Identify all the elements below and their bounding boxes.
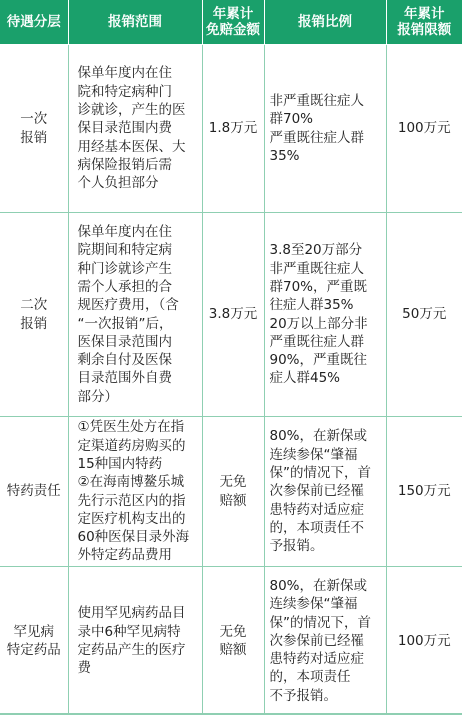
deductible-line: 无免 xyxy=(219,474,247,491)
tier-cell xyxy=(0,417,68,567)
scope-line: 需个人承担的合 xyxy=(77,278,172,295)
table-row-rare-disease-drugs xyxy=(0,567,462,716)
ratio-line: 连续参保“肇福 xyxy=(269,446,358,463)
tier-cell xyxy=(0,213,68,417)
ratio-line: 的，本项责任 xyxy=(269,669,351,686)
scope-line: 录中6种罕见病特 xyxy=(77,623,181,640)
deductible-line: 1.8万元 xyxy=(208,120,258,137)
deductible-cell xyxy=(202,567,264,716)
scope-line: 60种医保目录外海 xyxy=(77,529,190,546)
ratio-line: 连续参保“肇福 xyxy=(269,596,358,613)
limit-value: 100万元 xyxy=(397,632,451,649)
tier-line: 罕见病 xyxy=(13,623,54,640)
tier-line: 报销 xyxy=(20,129,48,146)
scope-line: 使用罕见病药品目 xyxy=(77,605,186,622)
tier-line: 一次 xyxy=(20,111,48,128)
ratio-line: 20万以上部分非 xyxy=(269,315,368,332)
ratio-line: 严重既往症人群 xyxy=(269,129,364,146)
scope-line: 院和特定病种门 xyxy=(77,83,172,100)
ratio-line: 往症人群35% xyxy=(269,297,354,314)
ratio-line: 90%，严重既往 xyxy=(269,352,368,369)
scope-cell xyxy=(68,417,202,567)
scope-line: 医保目录范围内 xyxy=(77,333,172,350)
limit-value: 100万元 xyxy=(397,120,451,137)
tier-cell xyxy=(0,567,68,716)
scope-line: 费 xyxy=(77,660,91,677)
ratio-line: 群70%，严重既 xyxy=(269,278,368,295)
ratio-line: 不予报销。 xyxy=(269,687,337,704)
table-row-second-reimbursement xyxy=(0,213,462,417)
ratio-line: 80%，在新保或 xyxy=(269,577,368,594)
limit-cell xyxy=(386,45,462,213)
ratio-line: 严重既往症人群 xyxy=(269,333,364,350)
scope-line: “一次报销”后， xyxy=(77,315,173,332)
table-row-special-drugs xyxy=(0,417,462,567)
deductible-cell xyxy=(202,417,264,567)
scope-cell xyxy=(68,213,202,417)
ratio-line: 非严重既往症人 xyxy=(269,92,364,109)
ratio-line: 保”的情况下，首 xyxy=(269,465,371,482)
scope-line: 种门诊就诊产生 xyxy=(77,260,172,277)
header-deductible: 年累计 免赔金额 xyxy=(202,0,264,45)
scope-line: 院期间和特定病 xyxy=(77,242,172,259)
header-tier: 待遇分层 xyxy=(0,0,68,45)
limit-value: 50万元 xyxy=(402,306,447,323)
header-limit: 年累计 报销限额 xyxy=(386,0,462,45)
header-ratio: 报销比例 xyxy=(264,0,386,45)
scope-line: 定渠道药房购买的 xyxy=(77,437,186,454)
ratio-line: 患特药对适应症 xyxy=(269,501,364,518)
deductible-line: 3.8万元 xyxy=(208,306,258,323)
scope-line: 定医疗机构支出的 xyxy=(77,510,186,527)
deductible-line: 赔额 xyxy=(219,642,247,658)
table-bottom-border xyxy=(0,713,462,715)
table-row-first-reimbursement xyxy=(0,45,462,213)
scope-line: 规医疗费用，（含 xyxy=(77,297,179,314)
ratio-line: 症人群45% xyxy=(269,370,341,387)
scope-line: ①凭医生处方在指 xyxy=(77,419,185,436)
ratio-line: 3.8至20万部分 xyxy=(269,242,363,259)
limit-cell xyxy=(386,213,462,417)
tier-line: 特药责任 xyxy=(6,483,61,500)
scope-line: 保目录范围内费 xyxy=(77,120,172,137)
ratio-cell xyxy=(264,417,386,567)
scope-line: 用经基本医保、大 xyxy=(77,138,186,155)
scope-line: 剩余自付及医保 xyxy=(77,352,172,369)
deductible-line: 无免 xyxy=(219,623,247,640)
scope-line: 保单年度内在住 xyxy=(77,65,172,82)
ratio-cell xyxy=(264,213,386,417)
header-scope: 报销范围 xyxy=(68,0,202,45)
ratio-line: 次参保前已经罹 xyxy=(269,483,364,500)
ratio-line: 保”的情况下，首 xyxy=(269,614,371,631)
ratio-cell xyxy=(264,567,386,716)
ratio-line: 予报销。 xyxy=(269,538,324,555)
scope-line: 15种国内特药 xyxy=(77,455,163,472)
scope-cell xyxy=(68,567,202,716)
limit-value: 150万元 xyxy=(397,483,451,500)
scope-line: 个人负担部分 xyxy=(77,175,159,192)
scope-line: 外特定药品费用 xyxy=(77,547,172,564)
ratio-line: 35% xyxy=(269,147,300,164)
scope-line: 目录范围外自费 xyxy=(77,370,172,387)
scope-line: ②在海南博鳌乐城 xyxy=(77,474,185,491)
ratio-line: 次参保前已经罹 xyxy=(269,632,364,649)
deductible-cell xyxy=(202,45,264,213)
scope-line: 诊就诊，产生的医 xyxy=(77,102,186,119)
ratio-line: 群70% xyxy=(269,111,314,128)
scope-line: 定药品产生的医疗 xyxy=(77,642,186,658)
tier-cell xyxy=(0,45,68,213)
limit-cell xyxy=(386,567,462,716)
deductible-cell xyxy=(202,213,264,417)
scope-line: 先行示范区内的指 xyxy=(77,492,186,509)
ratio-line: 的，本项责任不 xyxy=(269,519,364,536)
ratio-line: 患特药对适应症 xyxy=(269,651,364,668)
ratio-line: 80%，在新保或 xyxy=(269,428,368,445)
table-header-row xyxy=(0,0,462,45)
scope-line: 部分） xyxy=(77,388,118,405)
ratio-line: 非严重既往症人 xyxy=(269,260,364,277)
ratio-cell xyxy=(264,45,386,213)
tier-line: 报销 xyxy=(20,315,48,332)
tier-line: 二次 xyxy=(20,297,48,314)
scope-line: 病保险报销后需 xyxy=(77,156,172,173)
scope-cell xyxy=(68,45,202,213)
limit-cell xyxy=(386,417,462,567)
tier-line: 特定药品 xyxy=(6,642,61,658)
deductible-line: 赔额 xyxy=(219,492,247,509)
scope-line: 保单年度内在住 xyxy=(77,224,172,241)
